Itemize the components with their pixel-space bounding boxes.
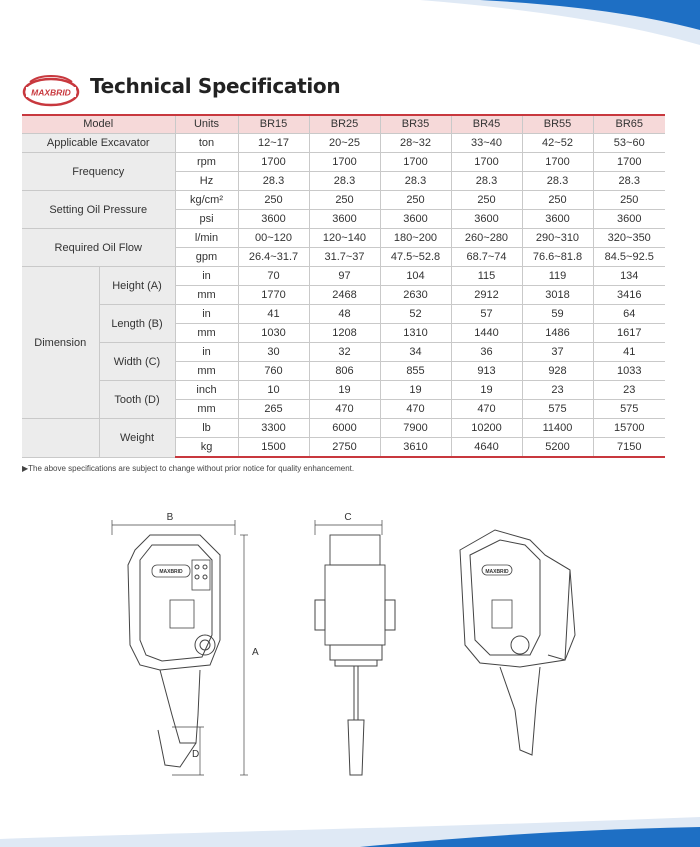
row-label-oilflow: Required Oil Flow [22,229,175,267]
value-cell: 1617 [593,324,665,343]
unit-cell: inch [175,381,238,400]
value-cell: 119 [522,267,593,286]
unit-cell: kg [175,438,238,458]
row-label-weight: Weight [99,419,175,458]
vibro-ripper-drawings [100,505,600,795]
value-cell: 1208 [309,324,380,343]
row-label-tooth: Tooth (D) [99,381,175,419]
header-br35: BR35 [380,115,451,134]
unit-cell: ton [175,134,238,153]
table-row [22,419,665,438]
table-row [22,305,665,324]
value-cell: 1700 [238,153,309,172]
value-cell: 1033 [593,362,665,381]
value-cell: 4640 [451,438,522,458]
value-cell: 64 [593,305,665,324]
value-cell: 1700 [522,153,593,172]
value-cell: 1030 [238,324,309,343]
header-br15: BR15 [238,115,309,134]
unit-cell: lb [175,419,238,438]
value-cell: 10200 [451,419,522,438]
value-cell: 134 [593,267,665,286]
value-cell: 32 [309,343,380,362]
unit-cell: mm [175,400,238,419]
side-view-logo-text: MAXBRID [159,569,183,575]
value-cell: 3600 [593,210,665,229]
header-model: Model [22,115,175,134]
value-cell: 68.7~74 [451,248,522,267]
value-cell: 2630 [380,286,451,305]
value-cell: 19 [451,381,522,400]
row-label-length: Length (B) [99,305,175,343]
value-cell: 575 [593,400,665,419]
value-cell: 70 [238,267,309,286]
value-cell: 250 [380,191,451,210]
value-cell: 3600 [380,210,451,229]
value-cell: 28.3 [238,172,309,191]
value-cell: 250 [593,191,665,210]
row-label-frequency: Frequency [22,153,175,191]
row-label-pressure: Setting Oil Pressure [22,191,175,229]
value-cell: 1440 [451,324,522,343]
value-cell: 19 [309,381,380,400]
value-cell: 250 [522,191,593,210]
row-label-dimension: Dimension [22,267,99,419]
unit-cell: Hz [175,172,238,191]
unit-cell: rpm [175,153,238,172]
row-label-excavator: Applicable Excavator [22,134,175,153]
unit-cell: in [175,343,238,362]
value-cell: 6000 [309,419,380,438]
value-cell: 26.4~31.7 [238,248,309,267]
value-cell: 15700 [593,419,665,438]
value-cell: 1310 [380,324,451,343]
value-cell: 1500 [238,438,309,458]
value-cell: 470 [309,400,380,419]
unit-cell: mm [175,286,238,305]
value-cell: 12~17 [238,134,309,153]
value-cell: 76.6~81.8 [522,248,593,267]
dim-label-b: B [166,512,174,523]
value-cell: 41 [593,343,665,362]
value-cell: 320~350 [593,229,665,248]
value-cell: 913 [451,362,522,381]
value-cell: 1700 [451,153,522,172]
value-cell: 104 [380,267,451,286]
value-cell: 20~25 [309,134,380,153]
front-view-drawing [315,520,395,775]
value-cell: 41 [238,305,309,324]
header-br65: BR65 [593,115,665,134]
value-cell: 250 [238,191,309,210]
side-view-drawing [112,520,248,775]
value-cell: 2912 [451,286,522,305]
value-cell: 53~60 [593,134,665,153]
value-cell: 250 [309,191,380,210]
unit-cell: l/min [175,229,238,248]
value-cell: 19 [380,381,451,400]
value-cell: 5200 [522,438,593,458]
unit-cell: gpm [175,248,238,267]
value-cell: 42~52 [522,134,593,153]
value-cell: 48 [309,305,380,324]
unit-cell: mm [175,324,238,343]
table-row [22,267,665,286]
value-cell: 115 [451,267,522,286]
value-cell: 470 [451,400,522,419]
table-row [22,343,665,362]
value-cell: 33~40 [451,134,522,153]
unit-cell: mm [175,362,238,381]
value-cell: 806 [309,362,380,381]
header-br55: BR55 [522,115,593,134]
value-cell: 250 [451,191,522,210]
dim-label-d: D [192,749,200,760]
value-cell: 180~200 [380,229,451,248]
value-cell: 3600 [309,210,380,229]
value-cell: 760 [238,362,309,381]
value-cell: 575 [522,400,593,419]
value-cell: 52 [380,305,451,324]
header-br25: BR25 [309,115,380,134]
header-units: Units [175,115,238,134]
value-cell: 1700 [309,153,380,172]
value-cell: 59 [522,305,593,324]
value-cell: 120~140 [309,229,380,248]
value-cell: 36 [451,343,522,362]
value-cell: 11400 [522,419,593,438]
value-cell: 28.3 [451,172,522,191]
value-cell: 3600 [451,210,522,229]
value-cell: 3600 [522,210,593,229]
value-cell: 290~310 [522,229,593,248]
value-cell: 37 [522,343,593,362]
header-br45: BR45 [451,115,522,134]
value-cell: 7900 [380,419,451,438]
value-cell: 1700 [593,153,665,172]
value-cell: 928 [522,362,593,381]
table-row [22,381,665,400]
spec-table [22,114,665,458]
value-cell: 23 [593,381,665,400]
maxbrid-logo [22,72,80,108]
unit-cell: psi [175,210,238,229]
iso-view-drawing [460,530,575,755]
value-cell: 1700 [380,153,451,172]
value-cell: 3610 [380,438,451,458]
dim-label-a: A [252,647,259,658]
table-row [22,134,665,153]
value-cell: 3300 [238,419,309,438]
table-header-row [22,115,665,134]
value-cell: 1770 [238,286,309,305]
row-label-height: Height (A) [99,267,175,305]
value-cell: 3416 [593,286,665,305]
value-cell: 855 [380,362,451,381]
value-cell: 28~32 [380,134,451,153]
value-cell: 2750 [309,438,380,458]
value-cell: 97 [309,267,380,286]
value-cell: 7150 [593,438,665,458]
value-cell: 3018 [522,286,593,305]
unit-cell: kg/cm² [175,191,238,210]
page-title: Technical Specification [90,74,341,98]
table-row [22,191,665,210]
row-label-width: Width (C) [99,343,175,381]
value-cell: 57 [451,305,522,324]
value-cell: 28.3 [309,172,380,191]
value-cell: 265 [238,400,309,419]
value-cell: 1486 [522,324,593,343]
dim-label-c: C [344,512,352,523]
svg-text:MAXBRID: MAXBRID [31,87,71,98]
value-cell: 470 [380,400,451,419]
value-cell: 260~280 [451,229,522,248]
top-blue-swoosh [0,0,700,60]
value-cell: 28.3 [522,172,593,191]
value-cell: 28.3 [380,172,451,191]
table-row [22,229,665,248]
value-cell: 28.3 [593,172,665,191]
value-cell: 3600 [238,210,309,229]
value-cell: 47.5~52.8 [380,248,451,267]
table-row [22,153,665,172]
value-cell: 10 [238,381,309,400]
bottom-blue-swoosh [0,807,700,847]
value-cell: 34 [380,343,451,362]
iso-view-logo-text: MAXBRID [485,569,509,575]
value-cell: 31.7~37 [309,248,380,267]
disclaimer-note: ▶The above specifications are subject to change without prior notice for quality enhancement. [22,464,355,473]
value-cell: 00~120 [238,229,309,248]
row-label-weight-spacer [22,419,99,458]
unit-cell: in [175,305,238,324]
value-cell: 30 [238,343,309,362]
value-cell: 23 [522,381,593,400]
unit-cell: in [175,267,238,286]
value-cell: 84.5~92.5 [593,248,665,267]
value-cell: 2468 [309,286,380,305]
